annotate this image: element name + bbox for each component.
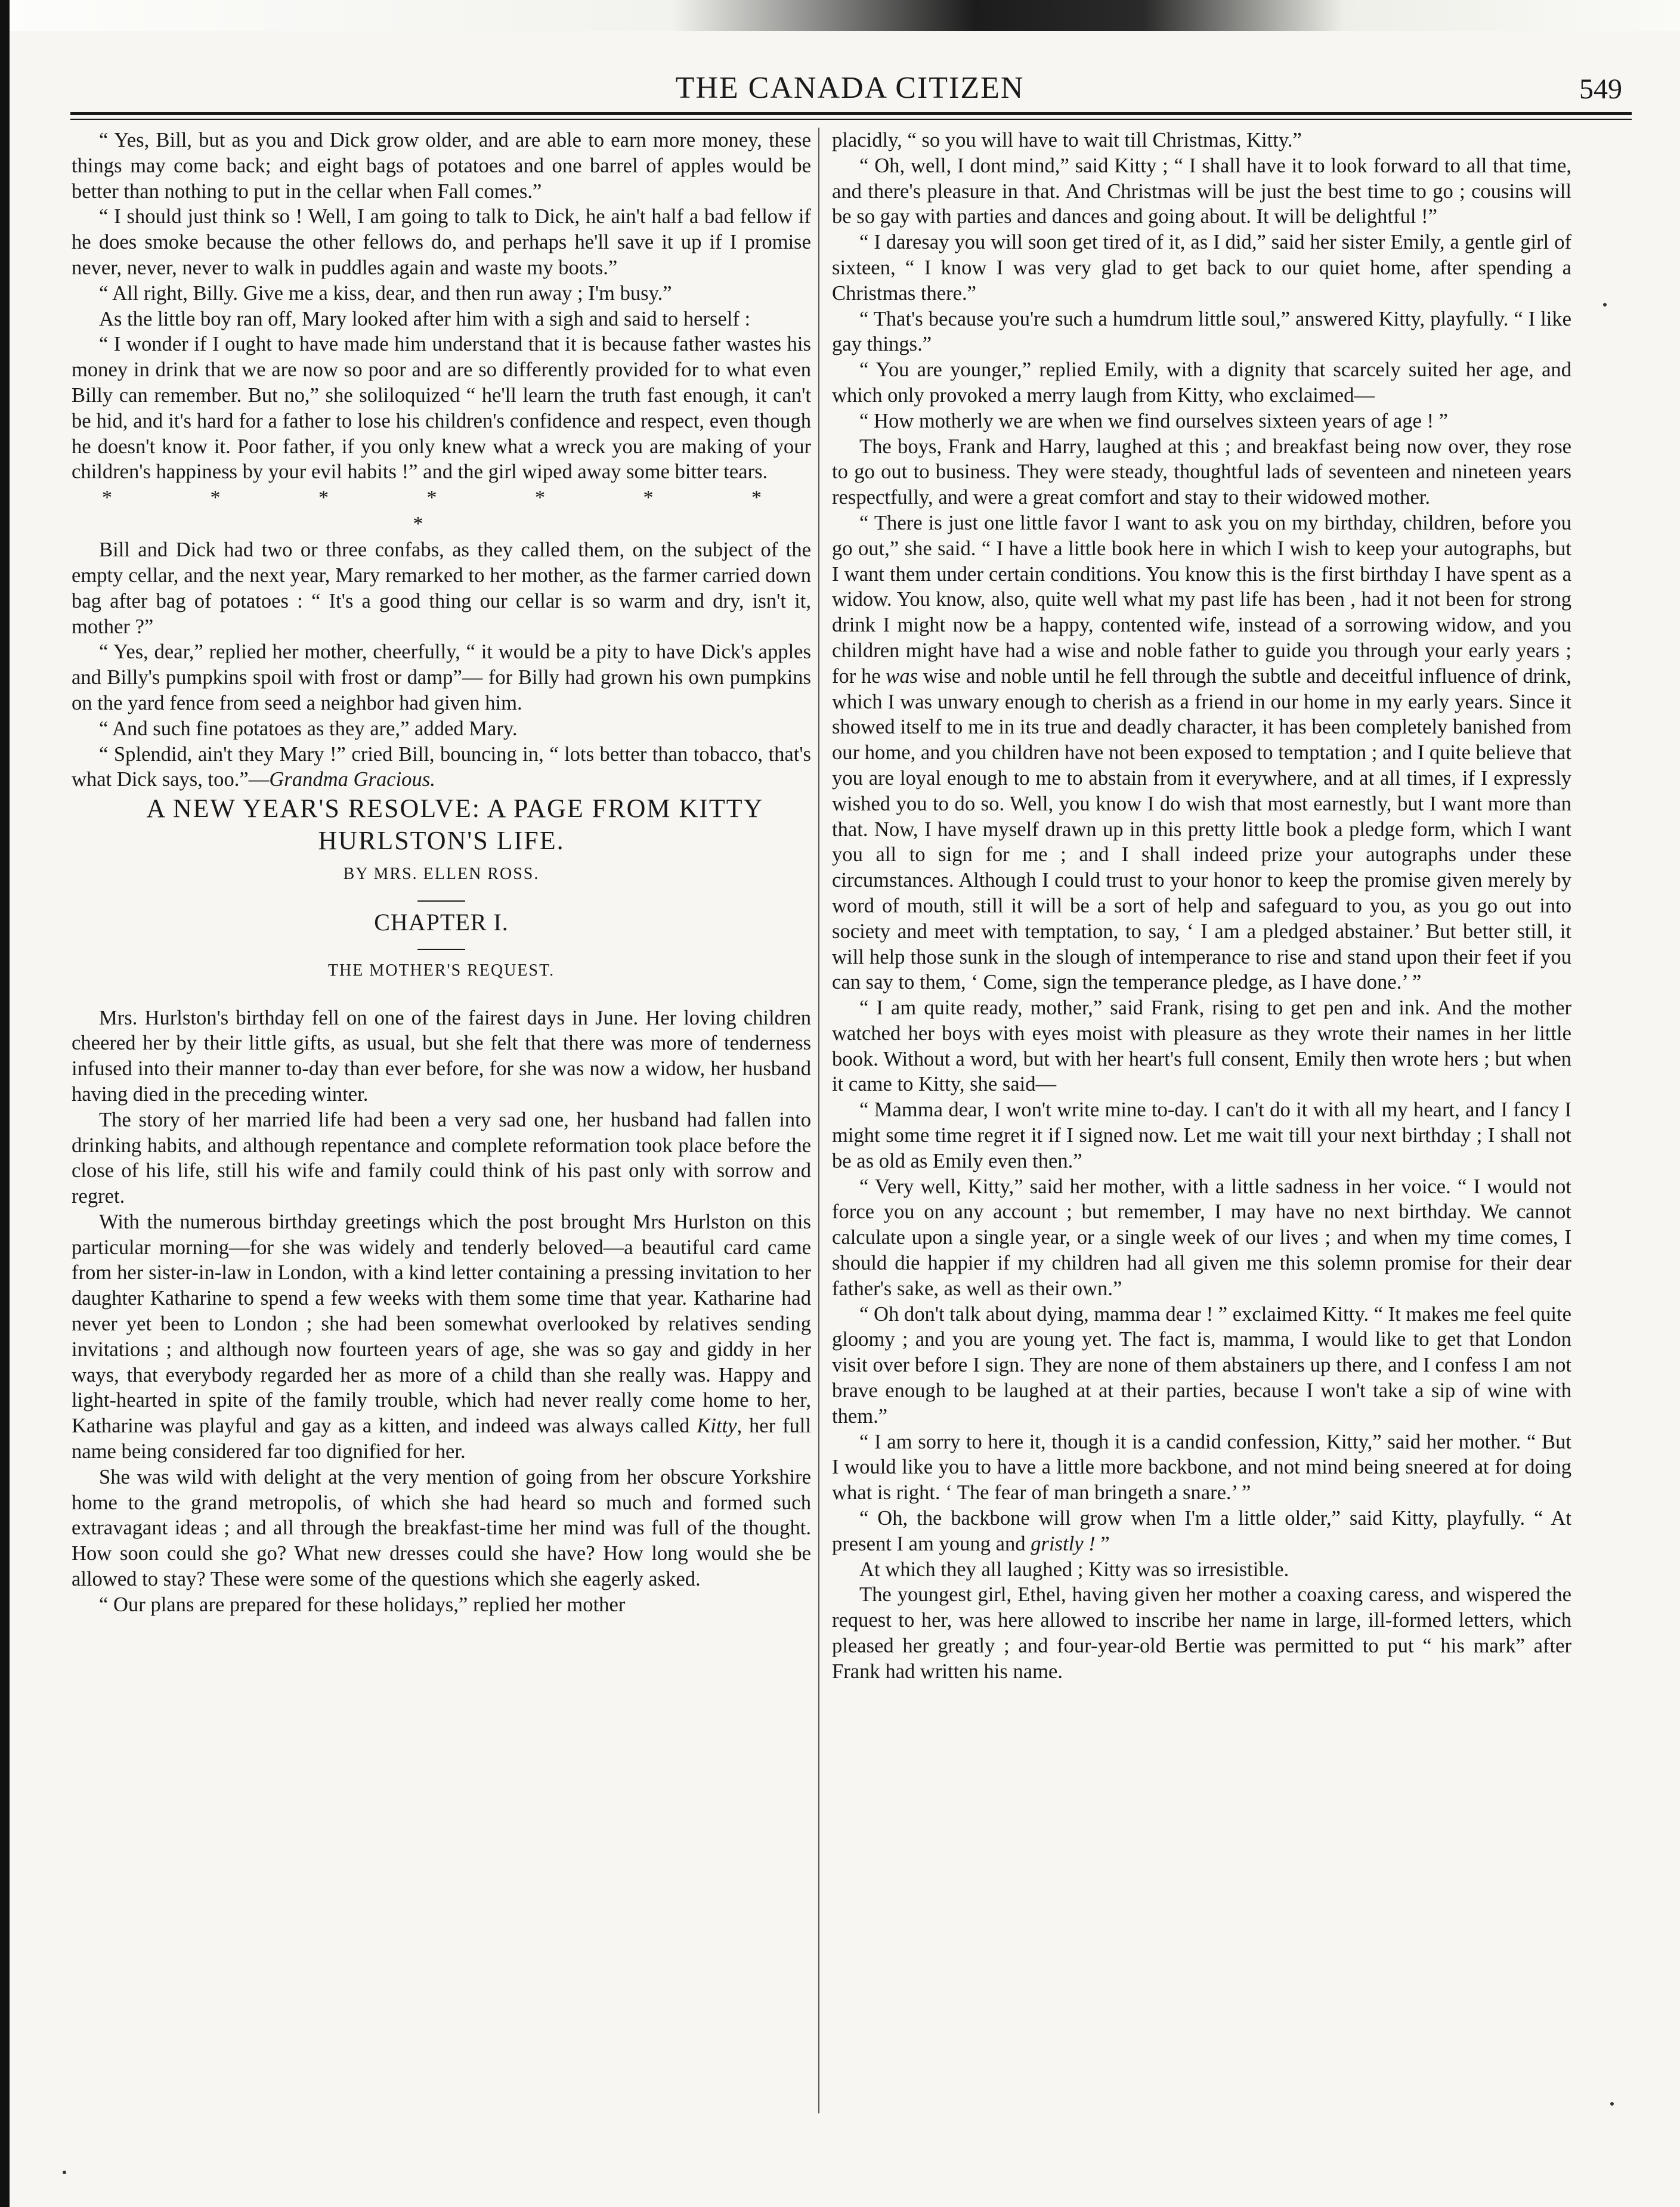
- paragraph-text: wise and noble until he fell through the subtle and deceitful influence of drink, which I was unwary enough to cherish as a friend in our home in my early years. Since it showed itself to me in its true and deadly character, it has been completely banished from our home, and you children have not been exposed to temptation ; and I quite believe that you are loyal enough to me to abstain from it everywhere, and at all times, if I expressly wished you to do so. Well, you know I do wish that most earnestly, but I want more than that. Now, I have myself drawn up in this pretty little book a pledge form, which I want you all to sign for me ; and I shall indeed prize your autographs under these circumstances. Although I could trust to your honor to keep the promise given merely by word of mouth, still it will be a sort of help and safeguard to you, as you go out into society and meet with temptation, to say, ‘ I am a pledged abstainer.’ But better still, it will help those sunk in the slough of intemperance to rise and stand upon their feet if you can say to them, ‘ Come, sign the temperance pledge, as I have done.’ ”: [832, 664, 1571, 994]
- paragraph: “ I wonder if I ought to have made him understand that it is because father wastes his money in drink that we are now so poor and are so differently provided for to what even Billy can remember. But no,” she soliloquized “ he'll learn the truth fast enough, it can't be hid, and it's hard for a father to lose his children's confidence and respect, even though he doesn't know it. Poor father, if you only knew what a wreck you are making of your children's happiness by your evil habits !” and the girl wiped away some bitter tears.: [72, 333, 811, 484]
- paragraph-text: ”: [1095, 1532, 1110, 1555]
- byline: BY MRS. ELLEN ROSS.: [343, 865, 540, 884]
- chapter-subtitle: THE MOTHER'S REQUEST.: [327, 961, 555, 980]
- paragraph-text: “ Splendid, ain't they Mary !” cried Bill, bouncing in, “ lots better than tobacco, that's what Dick says, too.”—: [72, 742, 811, 791]
- paragraph: “ Our plans are prepared for these holidays,” replied her mother: [99, 1593, 626, 1616]
- scan-left-edge: [0, 0, 10, 2207]
- paragraph: “ Very well, Kitty,” said her mother, with a little sadness in her voice. “ I would not force you on any account ; but remember, I may have no next birthday. We cannot calculate upon a single year, or a single week of our lives ; and when my time comes, I should die happier if my children had all given me this solemn promise for their dear father's sake, as well as their own.”: [832, 1175, 1571, 1300]
- header-rule-thin: [70, 119, 1632, 120]
- scan-speck: [63, 2171, 66, 2174]
- column-divider: [818, 128, 819, 2113]
- paragraph: She was wild with delight at the very mention of going from her obscure Yorkshire home to the grand metropolis, of which she had heard so much and formed such extravagant ideas ; and all through the breakfast-time her mind was full of the thought. How soon could she go? What new dresses could she have? How long would she be allowed to stay? These were some of the questions which she eagerly asked.: [72, 1465, 811, 1591]
- paragraph: The youngest girl, Ethel, having given her mother a coaxing caress, and wispered the request to her, was here allowed to inscribe her name in large, ill-formed letters, which pleased her greatly ; and four-year-old Bertie was permitted to put “ his mark” after Frank had written his name.: [832, 1583, 1571, 1683]
- paragraph-text: With the numerous birthday greetings which the post brought Mrs Hurlston on this particular morning—for she was widely and tenderly beloved—a beautiful card came from her sister-in-law in London, with a kind letter containing a pressing invitation to her daughter Katharine to spend a few weeks with them some time that year. Katharine had never yet been to London ; she had been somewhat overlooked by relatives sending invitations ; and although now fourteen years of age, she was so gay and giddy in her ways, that everybody regarded her as more of a child than she really was. Happy and light-hearted in spite of the family trouble, which had never really come home to her, Katharine was playful and gay as a kitten, and indeed was always called: [72, 1210, 811, 1438]
- paragraph-text: , her full name being considered far too dignified for her.: [72, 1414, 811, 1463]
- paragraph: “ You are younger,” replied Emily, with a dignity that scarcely suited her age, and which only provoked a merry laugh from Kitty, who exclaimed—: [832, 358, 1571, 407]
- paragraph-with-credit: [72, 742, 811, 793]
- italic-text: was: [886, 664, 918, 688]
- paragraph: “ I am sorry to here it, though it is a candid confession, Kitty,” said her mother. “ But I would like you to have a little more backbone, and not mind being sneered at for doing what is right. ‘ The fear of man bringeth a snare.’ ”: [832, 1430, 1571, 1505]
- paragraph: “ And such fine potatoes as they are,” added Mary.: [99, 717, 518, 740]
- story-title: A NEW YEAR'S RESOLVE: A PAGE FROM KITTY HURLSTON'S LIFE.: [146, 794, 764, 856]
- scan-speck: [1610, 2102, 1614, 2106]
- paragraph: “ That's because you're such a humdrum little soul,” answered Kitty, playfully. “ I like gay things.”: [832, 307, 1571, 356]
- paragraph: “ All right, Billy. Give me a kiss, dear, and then run away ; I'm busy.”: [99, 281, 672, 305]
- paragraph: placidly, “ so you will have to wait till Christmas, Kitty.”: [832, 129, 1302, 151]
- chapter-heading: CHAPTER I.: [374, 908, 509, 936]
- italic-text: gristly !: [1031, 1532, 1096, 1555]
- paragraph: “ How motherly we are when we find ourselves sixteen years of age ! ”: [859, 409, 1449, 432]
- paragraph-text: “ Oh, the backbone will grow when I'm a little older,” said Kitty, playfully. “ At present I am young and: [832, 1507, 1571, 1555]
- paragraph: “ I daresay you will soon get tired of it, as I did,” said her sister Emily, a gentle girl of sixteen, “ I know I was very glad to get back to our quiet home, after spending a Christmas there.”: [832, 231, 1571, 305]
- paragraph: “ I am quite ready, mother,” said Frank, rising to get pen and ink. And the mother watched her boys with eyes moist with pleasure as they wrote their names in her little book. Without a word, but with her heart's full consent, Emily then wrote hers ; but when it came to Kitty, she said—: [832, 996, 1571, 1096]
- paragraph: [72, 1209, 811, 1465]
- left-column: [72, 128, 811, 2119]
- paragraph: The story of her married life had been a very sad one, her husband had fallen into drinking habits, and although repentance and complete reformation took place before the close of his life, still his wife and family could think of his past only with sorrow and regret.: [72, 1108, 811, 1208]
- paragraph: “ Oh don't talk about dying, mamma dear ! ” exclaimed Kitty. “ It makes me feel quite gloomy ; and you are young yet. The fact is, mamma, I would like to get that London visit over before I sign. They are none of them abstainers up there, and I confess I am not brave enough to be laughed at at their parties, because I won't take a sip of wine with them.”: [832, 1302, 1571, 1428]
- paragraph: “ Yes, dear,” replied her mother, cheerfully, “ it would be a pity to have Dick's apples and Billy's pumpkins spoil with frost or damp”— for Billy had grown his own pumpkins on the yard fence from seed a neighbor had given him.: [72, 640, 811, 714]
- paragraph: The boys, Frank and Harry, laughed at this ; and breakfast being now over, they rose to go out to business. They were steady, thoughtful lads of seventeen and nineteen years respectfully, and were a great comfort and stay to their widowed mother.: [832, 435, 1571, 509]
- paragraph: “ I should just think so ! Well, I am going to talk to Dick, he ain't half a bad fellow if he does smoke because the other fellows do, and perhaps he'll save it up if I promise never, never, never to walk in puddles again and waste my boots.”: [72, 205, 811, 279]
- paragraph: “ Mamma dear, I won't write mine to-day. I can't do it with all my heart, and I fancy I might some time regret it if I signed now. Let me wait till your next birthday ; I shall not be as old as Emily even then.”: [832, 1098, 1571, 1172]
- paragraph: [832, 1506, 1571, 1557]
- paragraph: Mrs. Hurlston's birthday fell on one of the fairest days in June. Her loving children cheered her by their little gifts, as usual, but she felt that there was more of tenderness infused into their manner to-day than ever before, for she was now a widow, her husband having died in the preceding winter.: [72, 1006, 811, 1106]
- paragraph: As the little boy ran off, Mary looked after him with a sigh and said to herself :: [99, 307, 751, 330]
- short-rule: [417, 949, 465, 950]
- scan-top-edge: [0, 0, 1680, 31]
- short-rule: [417, 900, 465, 902]
- paragraph: At which they all laughed ; Kitty was so irresistible.: [859, 1558, 1289, 1581]
- header-rule-thick: [70, 112, 1632, 115]
- right-column: [832, 128, 1571, 2119]
- scan-speck: [1603, 303, 1607, 307]
- section-break-stars: * * * * * * * *: [102, 487, 808, 536]
- italic-text: Kitty: [697, 1414, 737, 1438]
- paragraph: “ Yes, Bill, but as you and Dick grow older, and are able to earn more money, these things may come back; and eight bags of potatoes and one barrel of apples would be better than nothing to put in the cellar when Fall comes.”: [72, 129, 811, 203]
- paragraph: “ Oh, well, I dont mind,” said Kitty ; “ I shall have it to look forward to all that time, and there's pleasure in that. And Christmas will be just the best time to go ; cousins will be so gay with parties and dances and going about. It will be delightful !”: [832, 154, 1571, 228]
- page-number: 549: [1579, 73, 1622, 105]
- story-credit: Grandma Gracious.: [269, 768, 435, 791]
- publication-title: THE CANADA CITIZEN: [675, 71, 1025, 105]
- paragraph: Bill and Dick had two or three confabs, as they called them, on the subject of the empty cellar, and the next year, Mary remarked to her mother, as the farmer carried down bag after bag of potatoes : “ It's a good thing our cellar is so warm and dry, isn't it, mother ?”: [72, 538, 811, 638]
- paragraph-text: “ There is just one little favor I want to ask you on my birthday, children, before you go out,” she said. “ I have a little book here in which I wish to keep your autographs, but I want them under certain conditions. You know this is the first birthday I have spent as a widow. You know, also, quite well what my past life has been , had it not been for strong drink I might now be a happy, contented wife, instead of a sorrowing widow, and you children might have had a wise and noble father to guide you through your early years ; for he: [832, 511, 1571, 688]
- paragraph: [832, 510, 1571, 995]
- page-header: [72, 70, 1628, 112]
